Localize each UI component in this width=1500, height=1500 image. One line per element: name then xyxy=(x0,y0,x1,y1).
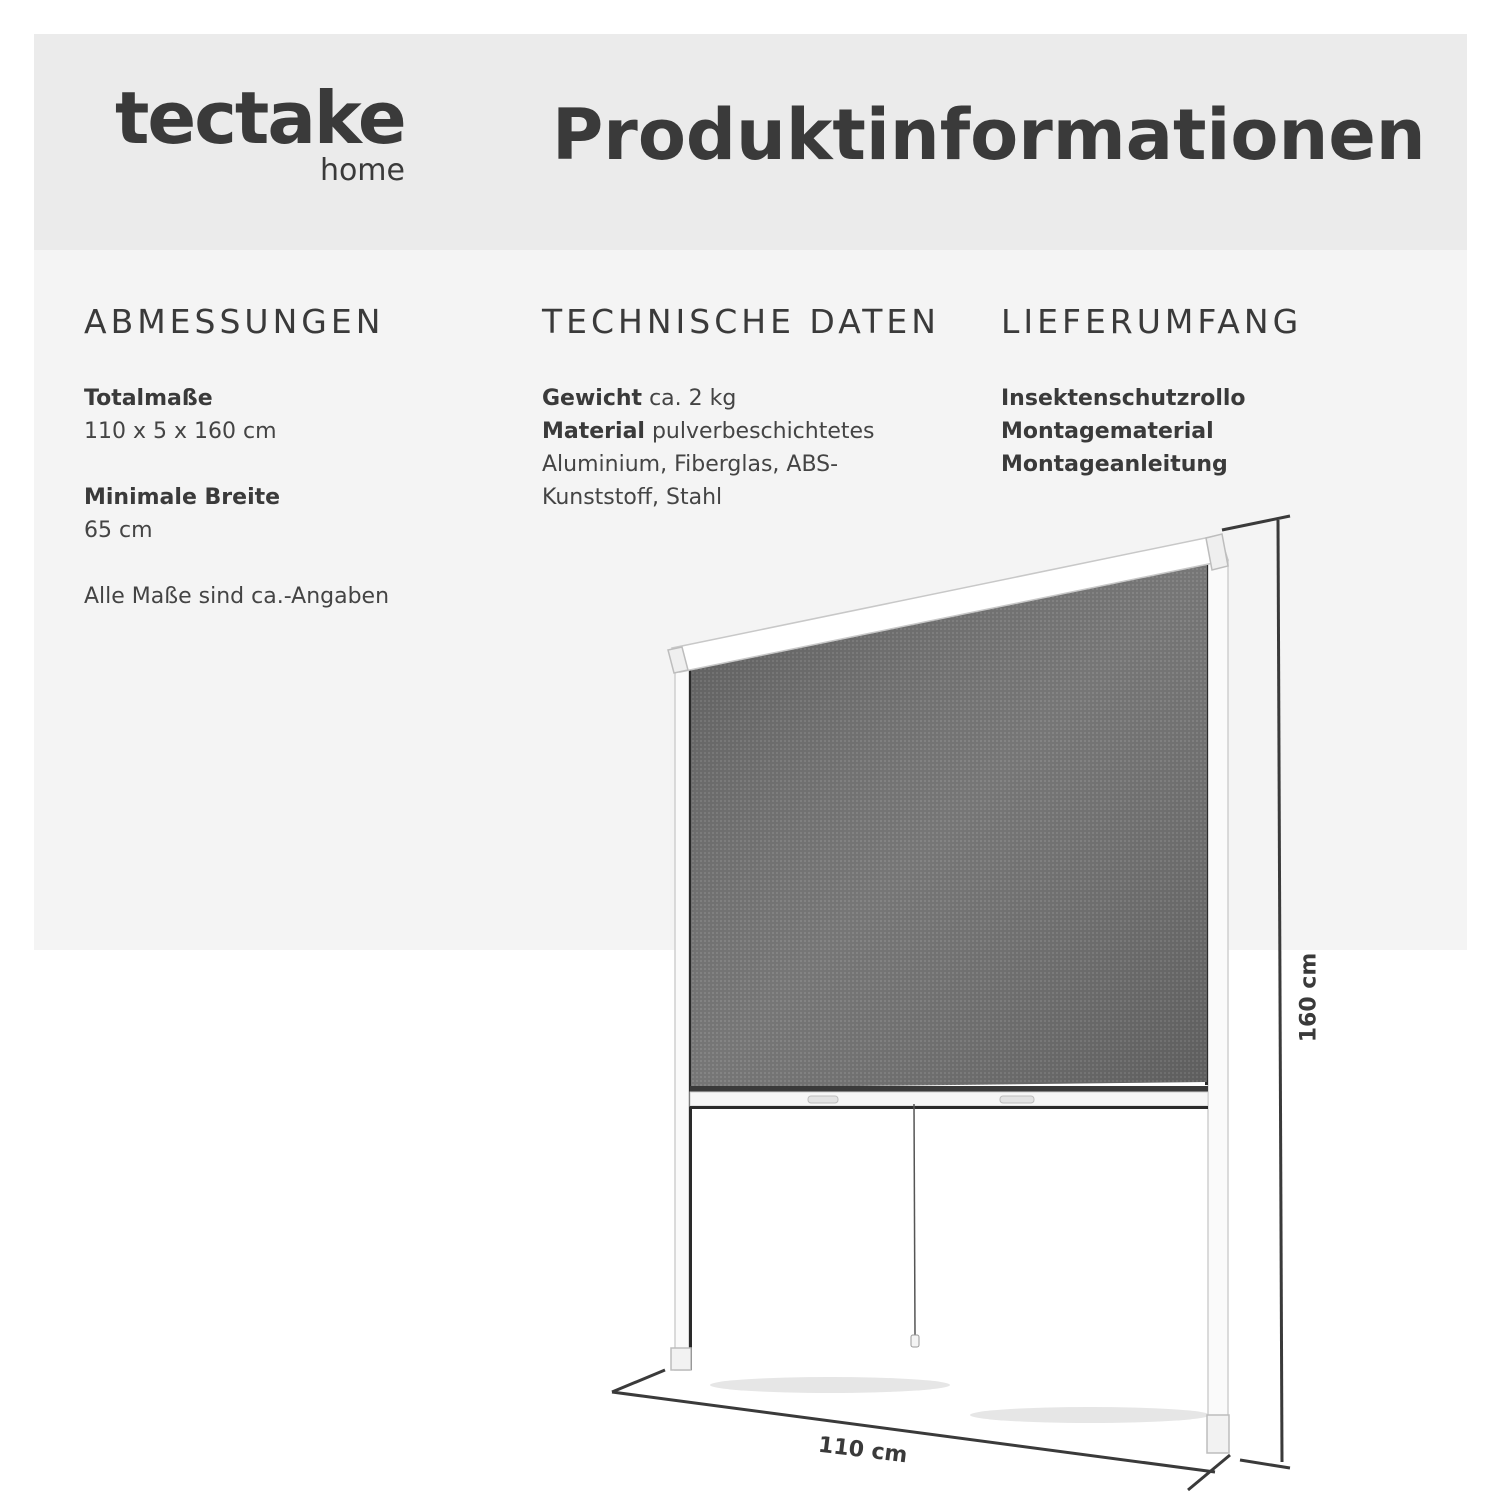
weight-label: Gewicht xyxy=(542,385,643,411)
page-title: Produktinformationen xyxy=(552,94,1426,176)
pull-cord xyxy=(911,1104,919,1347)
bottom-bar xyxy=(690,1086,1208,1109)
material-value: pulverbeschichtetes Aluminium, Fiberglas, ABS-Kunststoff, Stahl xyxy=(542,418,875,510)
technical-heading: TECHNISCHE DATEN xyxy=(542,302,940,341)
min-width-label: Minimale Breite xyxy=(84,484,281,510)
brand-name: tectake xyxy=(115,76,405,160)
height-dimension xyxy=(1222,516,1290,1468)
dimensions-note: Alle Maße sind ca.-Angaben xyxy=(84,583,390,609)
brand-sub: home xyxy=(319,153,405,188)
scope-heading: LIEFERUMFANG xyxy=(1001,302,1303,341)
total-value: 110 x 5 x 160 cm xyxy=(84,418,277,444)
min-width-value: 65 cm xyxy=(84,517,153,543)
floor-shadow xyxy=(710,1377,950,1393)
scope-item: Montageanleitung xyxy=(1001,451,1228,477)
scope-item: Montagematerial xyxy=(1001,418,1214,444)
left-rail xyxy=(671,665,692,1370)
total-label: Totalmaße xyxy=(84,385,213,411)
material-label: Material xyxy=(542,418,645,444)
width-label: 110 cm xyxy=(816,1432,909,1469)
scope-item: Insektenschutzrollo xyxy=(1001,385,1246,411)
floor-shadow xyxy=(970,1407,1210,1423)
dimensions-heading: ABMESSUNGEN xyxy=(84,302,385,341)
weight-value: ca. 2 kg xyxy=(642,385,737,411)
right-rail xyxy=(1205,560,1229,1453)
height-label: 160 cm xyxy=(1296,952,1322,1043)
